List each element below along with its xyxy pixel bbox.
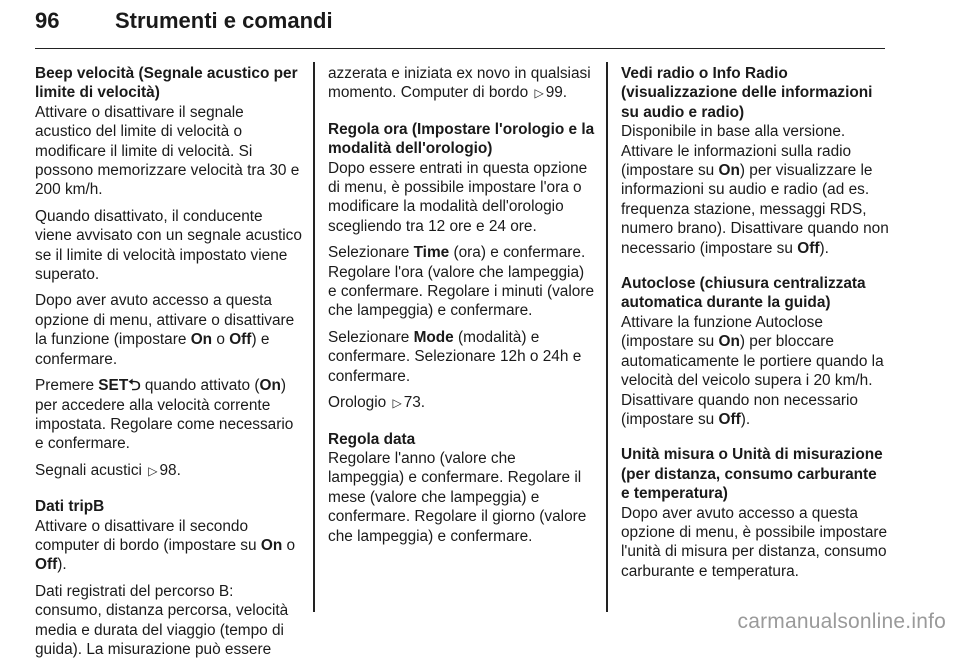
text: Selezionare	[328, 328, 414, 346]
section-title-trip: Dati tripB	[35, 498, 105, 516]
paragraph: Regolare l'anno (valore che lampeggia) e confermare. Regolare il mese (valore che lampeggia) e confermare. Regolare il giorno (valore che lampeggia) e confermare.	[328, 449, 587, 545]
section-title-date: Regola data	[328, 430, 416, 448]
text: Off	[718, 410, 741, 428]
page-ref: 73.	[403, 394, 426, 412]
paragraph: Dopo aver avuto accesso a questa opzione di menu, è possibile impostare l'unità di misura per distanza, consumo carburante e temperatura.	[621, 504, 888, 580]
text: ) per accedere alla velocità corrente impostata. Regolare come necessario e confermare.	[35, 377, 294, 453]
text: Selezionare	[328, 244, 414, 262]
set-label: SET	[98, 377, 129, 395]
column-divider	[313, 62, 315, 612]
text: Premere	[35, 377, 99, 395]
text: On	[718, 333, 740, 351]
ref-arrow-icon: ▷	[392, 396, 402, 411]
text: ) e confermare.	[35, 331, 270, 368]
text: quando attivato (	[140, 377, 260, 395]
text: Orologio	[328, 394, 391, 412]
column-3	[621, 64, 889, 588]
section-title-units: Unità misura o Unità di misurazione (per distanza, consumo carburante e temperatura)	[621, 446, 883, 503]
paragraph	[328, 243, 596, 321]
paragraph	[328, 64, 596, 104]
section-title-beep: Beep velocità (Segnale acustico per limite di velocità)	[35, 65, 298, 102]
text: Off	[229, 331, 252, 349]
text: o	[212, 331, 230, 349]
text: Segnali acustici	[35, 461, 147, 479]
text: (modalità) e confermare. Selezionare 12h o 24h e confermare.	[328, 328, 582, 385]
column-1	[35, 64, 303, 666]
ref-arrow-icon: ▷	[148, 463, 158, 478]
text: Mode	[413, 328, 454, 346]
paragraph: Attivare o disattivare il segnale acustico del limite di velocità o modificare il limite di velocità. Si possono memorizzare velocità tra 30 e 200 km/h.	[35, 103, 300, 199]
text: ).	[819, 239, 829, 257]
page-ref: 98.	[159, 461, 181, 479]
paragraph	[35, 461, 303, 481]
ref-arrow-icon: ▷	[534, 86, 544, 101]
text: (ora) e confermare. Regolare l'ora (valore che lampeggia) e confermare. Regolare i minuti (valore che lampeggia) e confermare.	[328, 244, 595, 320]
section-title-clock: Regola ora (Impostare l'orologio e la modalità dell'orologio)	[328, 120, 595, 158]
page-title: Strumenti e comandi	[115, 8, 333, 33]
text: On	[718, 162, 740, 180]
paragraph: Quando disattivato, il conducente viene avvisato con un segnale acustico se il limite di velocità impostato viene superato.	[35, 207, 302, 284]
text: Dopo aver avuto accesso a questa opzione di menu, attivare o disattivare la funzione (impostare	[35, 292, 295, 349]
paragraph	[35, 291, 303, 369]
paragraph	[328, 328, 596, 386]
text: On	[260, 536, 283, 554]
text: On	[259, 377, 281, 395]
page-ref: 99.	[545, 84, 568, 102]
page-number: 96	[35, 8, 60, 33]
paragraph	[35, 376, 303, 454]
text: ).	[740, 410, 751, 428]
text: ).	[57, 556, 67, 574]
section-title-autoclose: Autoclose (chiusura centralizzata automatica durante la guida)	[621, 275, 866, 312]
text: azzerata e iniziata ex novo in qualsiasi momento. Computer di bordo	[328, 65, 591, 102]
text: Off	[35, 556, 58, 574]
text: o	[282, 536, 296, 554]
paragraph	[35, 517, 303, 575]
text: Off	[797, 239, 820, 257]
section-title-radio: Vedi radio o Info Radio (visualizzazione delle informazioni su audio e radio)	[621, 65, 873, 121]
text: Attivare o disattivare il secondo computer di bordo (impostare su	[35, 517, 261, 554]
back-arrow-icon: ⮌	[128, 377, 141, 395]
text: Attivare la funzione Autoclose (impostare su	[621, 313, 823, 351]
watermark: carmanualsonline.info	[737, 610, 946, 633]
text: Disponibile in base alla versione. Attivare le informazioni sulla radio (impostare su	[621, 123, 852, 180]
paragraph	[328, 393, 596, 413]
column-2	[328, 64, 596, 553]
page-header	[35, 0, 885, 49]
text: Time	[413, 244, 450, 262]
column-divider	[606, 62, 608, 612]
paragraph	[621, 122, 889, 258]
text: ) per bloccare automaticamente le portiere quando la velocità del veicolo supera i 20 km/h. Disattivare quando non necessario (impostare su	[621, 333, 884, 428]
text: On	[190, 331, 213, 349]
paragraph: Dopo essere entrati in questa opzione di menu, è possibile impostare l'ora o modificare la modalità dell'orologio scegliendo tra 12 ore e 24 ore.	[328, 159, 588, 235]
paragraph: Dati registrati del percorso B: consumo, distanza percorsa, velocità media e durata del viaggio (tempo di guida). La misurazione può essere	[35, 582, 289, 658]
text: ) per visualizzare le informazioni su audio e radio (ad es. frequenza stazione, messaggi RDS, numero brano). Disattivare quando non necessario (impostare su	[621, 162, 889, 257]
paragraph	[621, 313, 889, 429]
